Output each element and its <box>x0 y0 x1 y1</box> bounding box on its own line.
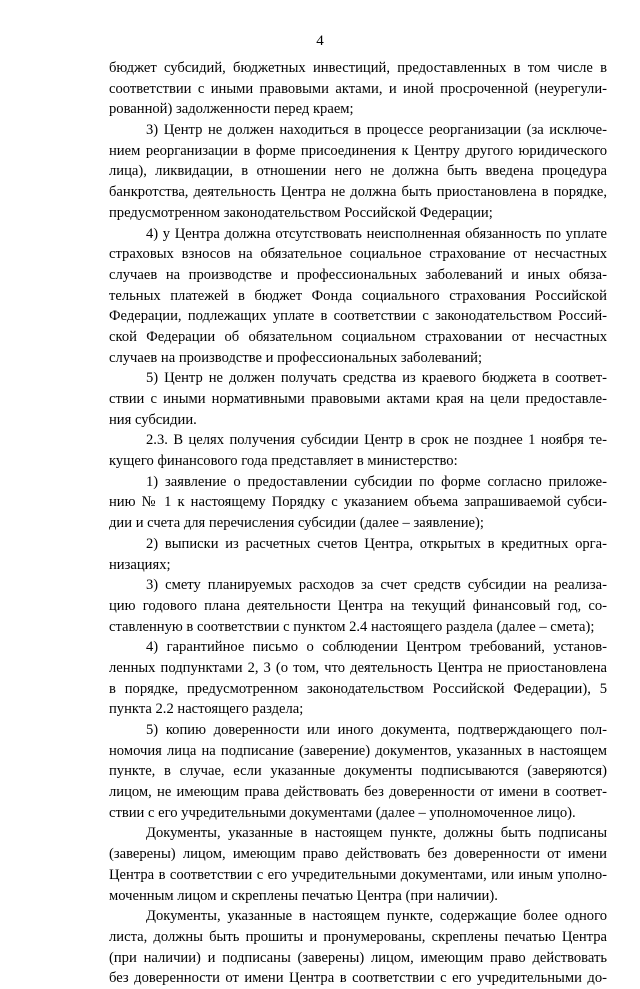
text-line: моченным лицом и скреплены печатью Центра (при наличии). <box>109 887 498 904</box>
text-line: случаев на производстве и профессиональных заболеваний; <box>109 349 483 366</box>
text-line: дии и счета для перечисления субсидии (далее – заявление); <box>109 515 484 532</box>
text-line: ствии с его учредительными документами (далее – уполномоченное лицо). <box>109 804 576 821</box>
text-line: цию годового плана деятельности Центра на текущий финансовый год, со- <box>109 597 607 614</box>
text-line: низациях; <box>109 556 171 573</box>
text-line: листа, должны быть прошиты и пронумерованы, скреплены печатью Центра <box>109 928 607 945</box>
text-line: ской Федерации об обязательном социальном страховании от несчастных <box>109 328 607 345</box>
text-line: Федерации, подлежащих уплате в соответствии с законодательством Россий- <box>109 308 607 325</box>
text-line: лицом, не имеющим права действовать без доверенности от имени в соответ- <box>109 784 607 801</box>
text-line: 4) у Центра должна отсутствовать неисполненная обязанность по уплате <box>146 225 607 242</box>
text-line: лица), ликвидации, в отношении него не должна быть введена процедура <box>109 163 607 180</box>
text-line: ствии с иными нормативными правовыми актами края на цели предоставле- <box>109 391 607 407</box>
text-line: Центра в соответствии с его учредительными документами, или иным уполно- <box>109 866 607 883</box>
text-line: кущего финансового года представляет в министерство: <box>109 453 458 470</box>
text-line: 2.3. В целях получения субсидии Центр в срок не позднее 1 ноября те- <box>146 432 607 449</box>
text-line: случаев на производстве и профессиональных заболеваний и иных обяза- <box>109 266 607 283</box>
text-line: страховых взносов на обязательное социальное страхование от несчастных <box>109 246 607 263</box>
text-line: бюджет субсидий, бюджетных инвестиций, предоставленных в том числе в <box>109 60 607 76</box>
text-line: Документы, указанные в настоящем пункте, должны быть подписаны <box>146 825 607 842</box>
text-line: 5) Центр не должен получать средства из краевого бюджета в соответ- <box>146 370 607 387</box>
text-line: 3) смету планируемых расходов за счет средств субсидии на реализа- <box>146 577 607 594</box>
text-line: пункте, в случае, если указанные документы подписываются (заверяются) <box>109 763 607 780</box>
text-line: в порядке, предусмотренном законодательством Российской Федерации), 5 <box>109 680 607 697</box>
text-line: нием реорганизации в форме присоединения к Центру другого юридического <box>109 142 607 159</box>
text-line: тельных платежей в бюджет Фонда социального страхования Российской <box>109 287 607 304</box>
text-line: номочия лица на подписание (заверение) документов, указанных в настоящем <box>109 742 607 759</box>
text-line: ленных подпунктами 2, 3 (о том, что деятельность Центра не приостановлена <box>109 659 607 676</box>
text-line: 3) Центр не должен находиться в процессе реорганизации (за исключе- <box>146 122 607 139</box>
text-line: 2) выписки из расчетных счетов Центра, открытых в кредитных орга- <box>146 535 607 552</box>
text-line: рованной) задолженности перед краем; <box>109 101 354 118</box>
text-line: ставленную в соответствии с пунктом 2.4 настоящего раздела (далее – смета); <box>109 618 595 635</box>
document-body <box>109 58 607 989</box>
text-line: нию № 1 к настоящему Порядку с указанием объема запрашиваемой субси- <box>109 494 607 511</box>
text-line: без доверенности от имени Центра в соответствии с его учредительными до- <box>109 970 607 987</box>
text-line: 4) гарантийное письмо о соблюдении Центром требований, установ- <box>146 639 607 656</box>
text-line: банкротства, деятельность Центра не должна быть приостановлена в порядке, <box>109 184 607 201</box>
text-line: ния субсидии. <box>109 411 197 428</box>
page-number: 4 <box>316 33 324 49</box>
text-line: предусмотренном законодательством Российской Федерации; <box>109 204 493 221</box>
text-line: (при наличии) и подписаны (заверены) лицом, имеющим право действовать <box>109 949 607 966</box>
text-line: пункта 2.2 настоящего раздела; <box>109 701 304 718</box>
text-line: 1) заявление о предоставлении субсидии по форме согласно приложе- <box>146 473 607 490</box>
text-line: Документы, указанные в настоящем пункте, содержащие более одного <box>146 908 607 925</box>
text-line: 5) копию доверенности или иного документа, подтверждающего пол- <box>146 722 607 738</box>
text-line: соответствии с иными правовыми актами, и иной просроченной (неурегули- <box>109 80 607 97</box>
text-line: (заверены) лицом, имеющим право действовать без доверенности от имени <box>109 846 607 863</box>
